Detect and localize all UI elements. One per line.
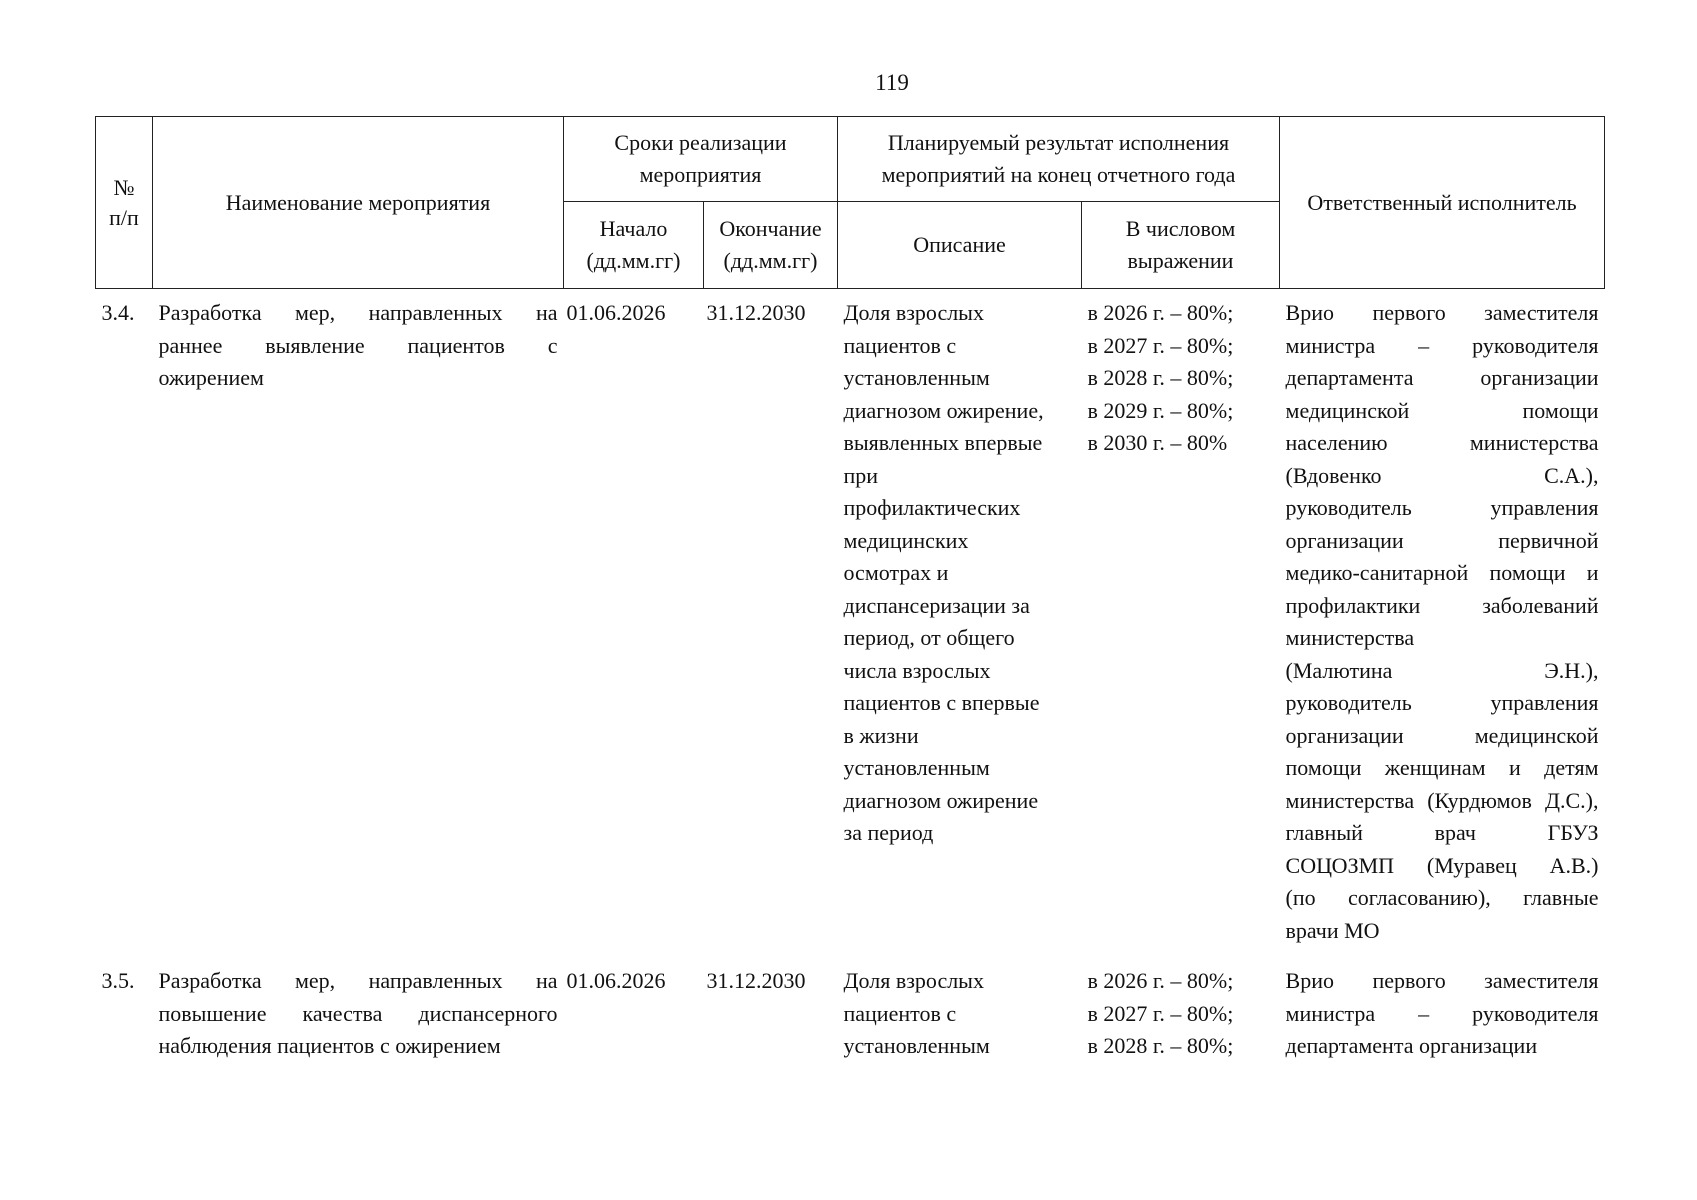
header-numeric: В числовом выражении — [1082, 202, 1280, 289]
table-row — [96, 955, 1605, 1075]
responsible-line: СОЦОЗМП (Муравец А.В.) — [1285, 852, 1599, 878]
responsible-line: организации первичной — [1285, 527, 1599, 553]
description-line: установленным — [843, 1033, 990, 1058]
description-line: Доля взрослых — [843, 300, 984, 325]
value-line: в 2027 г. – 80%; — [1087, 332, 1234, 358]
value-line: в 2028 г. – 80%; — [1087, 365, 1234, 390]
row-event-name — [153, 955, 564, 1075]
row-end-date: 31.12.2030 — [706, 968, 806, 993]
responsible-line: медико-санитарной помощи и — [1285, 560, 1599, 585]
responsible-line: (Вдовенко С.А.), — [1285, 462, 1599, 488]
event-name-line: ожирением — [158, 365, 264, 390]
description-line: диспансеризации за — [843, 592, 1030, 618]
header-responsible: Ответственный исполнитель — [1280, 117, 1605, 289]
description-line: диагнозом ожирение, — [843, 397, 1044, 423]
row-responsible — [1280, 955, 1605, 1075]
row-start-date: 01.06.2026 — [566, 968, 666, 993]
header-description: Описание — [838, 202, 1082, 289]
description-line: за период — [843, 820, 934, 845]
header-result: Планируемый результат исполнения мероприятий на конец отчетного года — [838, 117, 1280, 202]
header-end: Окончание (дд.мм.гг) — [704, 202, 838, 289]
events-table — [95, 116, 1605, 1075]
responsible-line: министерства (Курдюмов Д.С.), — [1285, 787, 1599, 813]
description-line: установленным — [843, 755, 990, 780]
table-row — [96, 289, 1605, 956]
description-line: Доля взрослых — [843, 968, 984, 993]
responsible-line: населению министерства — [1285, 430, 1599, 455]
value-line: в 2026 г. – 80%; — [1087, 300, 1234, 325]
event-name-line: Разработка мер, направленных на — [158, 968, 558, 993]
description-line: в жизни — [843, 722, 919, 748]
responsible-line: министра – руководителя — [1285, 1000, 1599, 1026]
description-line: пациентов с — [843, 332, 957, 358]
description-line: пациентов с впервые — [843, 690, 1040, 715]
row-number: 3.4. — [101, 300, 135, 325]
row-end-date: 31.12.2030 — [706, 300, 806, 325]
events-table-wrapper — [95, 116, 1604, 1075]
responsible-line: министерства — [1285, 625, 1415, 650]
responsible-line: министра – руководителя — [1285, 332, 1599, 358]
row-event-name — [153, 289, 564, 956]
responsible-line: Врио первого заместителя — [1285, 300, 1599, 325]
responsible-line: врачи МО — [1285, 917, 1380, 943]
responsible-line: профилактики заболеваний — [1285, 592, 1599, 618]
responsible-line: руководитель управления — [1285, 690, 1599, 715]
page-number: 119 — [875, 70, 909, 95]
responsible-line: руководитель управления — [1285, 495, 1599, 520]
description-line: диагнозом ожирение — [843, 787, 1039, 813]
responsible-line: департамента организации — [1285, 1033, 1538, 1058]
responsible-line: (Малютина Э.Н.), — [1285, 657, 1599, 683]
responsible-line: медицинской помощи — [1285, 397, 1599, 423]
description-line: медицинских — [843, 527, 969, 553]
header-start: Начало (дд.мм.гг) — [564, 202, 704, 289]
description-line: установленным — [843, 365, 990, 390]
responsible-line: помощи женщинам и детям — [1285, 755, 1599, 780]
description-line: период, от общего — [843, 625, 1015, 650]
header-number: № п/п — [96, 117, 153, 289]
row-number: 3.5. — [101, 968, 135, 993]
row-description — [838, 955, 1082, 1075]
event-name-line: наблюдения пациентов с ожирением — [158, 1033, 501, 1058]
description-line: числа взрослых — [843, 657, 991, 683]
header-name: Наименование мероприятия — [153, 117, 564, 289]
row-responsible — [1280, 289, 1605, 956]
description-line: при — [843, 462, 879, 488]
description-line: профилактических — [843, 495, 1021, 520]
row-description — [838, 289, 1082, 956]
table-header — [96, 117, 1605, 289]
row-numeric-values — [1082, 289, 1280, 956]
value-line: в 2029 г. – 80%; — [1087, 397, 1234, 423]
row-start-date: 01.06.2026 — [566, 300, 666, 325]
description-line: выявленных впервые — [843, 430, 1043, 455]
event-name-line: раннее выявление пациентов с — [158, 332, 558, 358]
responsible-line: главный врач ГБУЗ — [1285, 820, 1599, 845]
row-numeric-values — [1082, 955, 1280, 1075]
table-body — [96, 289, 1605, 1076]
description-line: осмотрах и — [843, 560, 949, 585]
responsible-line: организации медицинской — [1285, 722, 1599, 748]
value-line: в 2027 г. – 80%; — [1087, 1000, 1234, 1026]
value-line: в 2028 г. – 80%; — [1087, 1033, 1234, 1058]
event-name-line: повышение качества диспансерного — [158, 1000, 558, 1026]
value-line: в 2026 г. – 80%; — [1087, 968, 1234, 993]
responsible-line: Врио первого заместителя — [1285, 968, 1599, 993]
responsible-line: департамента организации — [1285, 365, 1599, 390]
header-terms: Сроки реализации мероприятия — [564, 117, 838, 202]
description-line: пациентов с — [843, 1000, 957, 1026]
value-line: в 2030 г. – 80% — [1087, 430, 1228, 455]
event-name-line: Разработка мер, направленных на — [158, 300, 558, 325]
responsible-line: (по согласованию), главные — [1285, 885, 1599, 910]
